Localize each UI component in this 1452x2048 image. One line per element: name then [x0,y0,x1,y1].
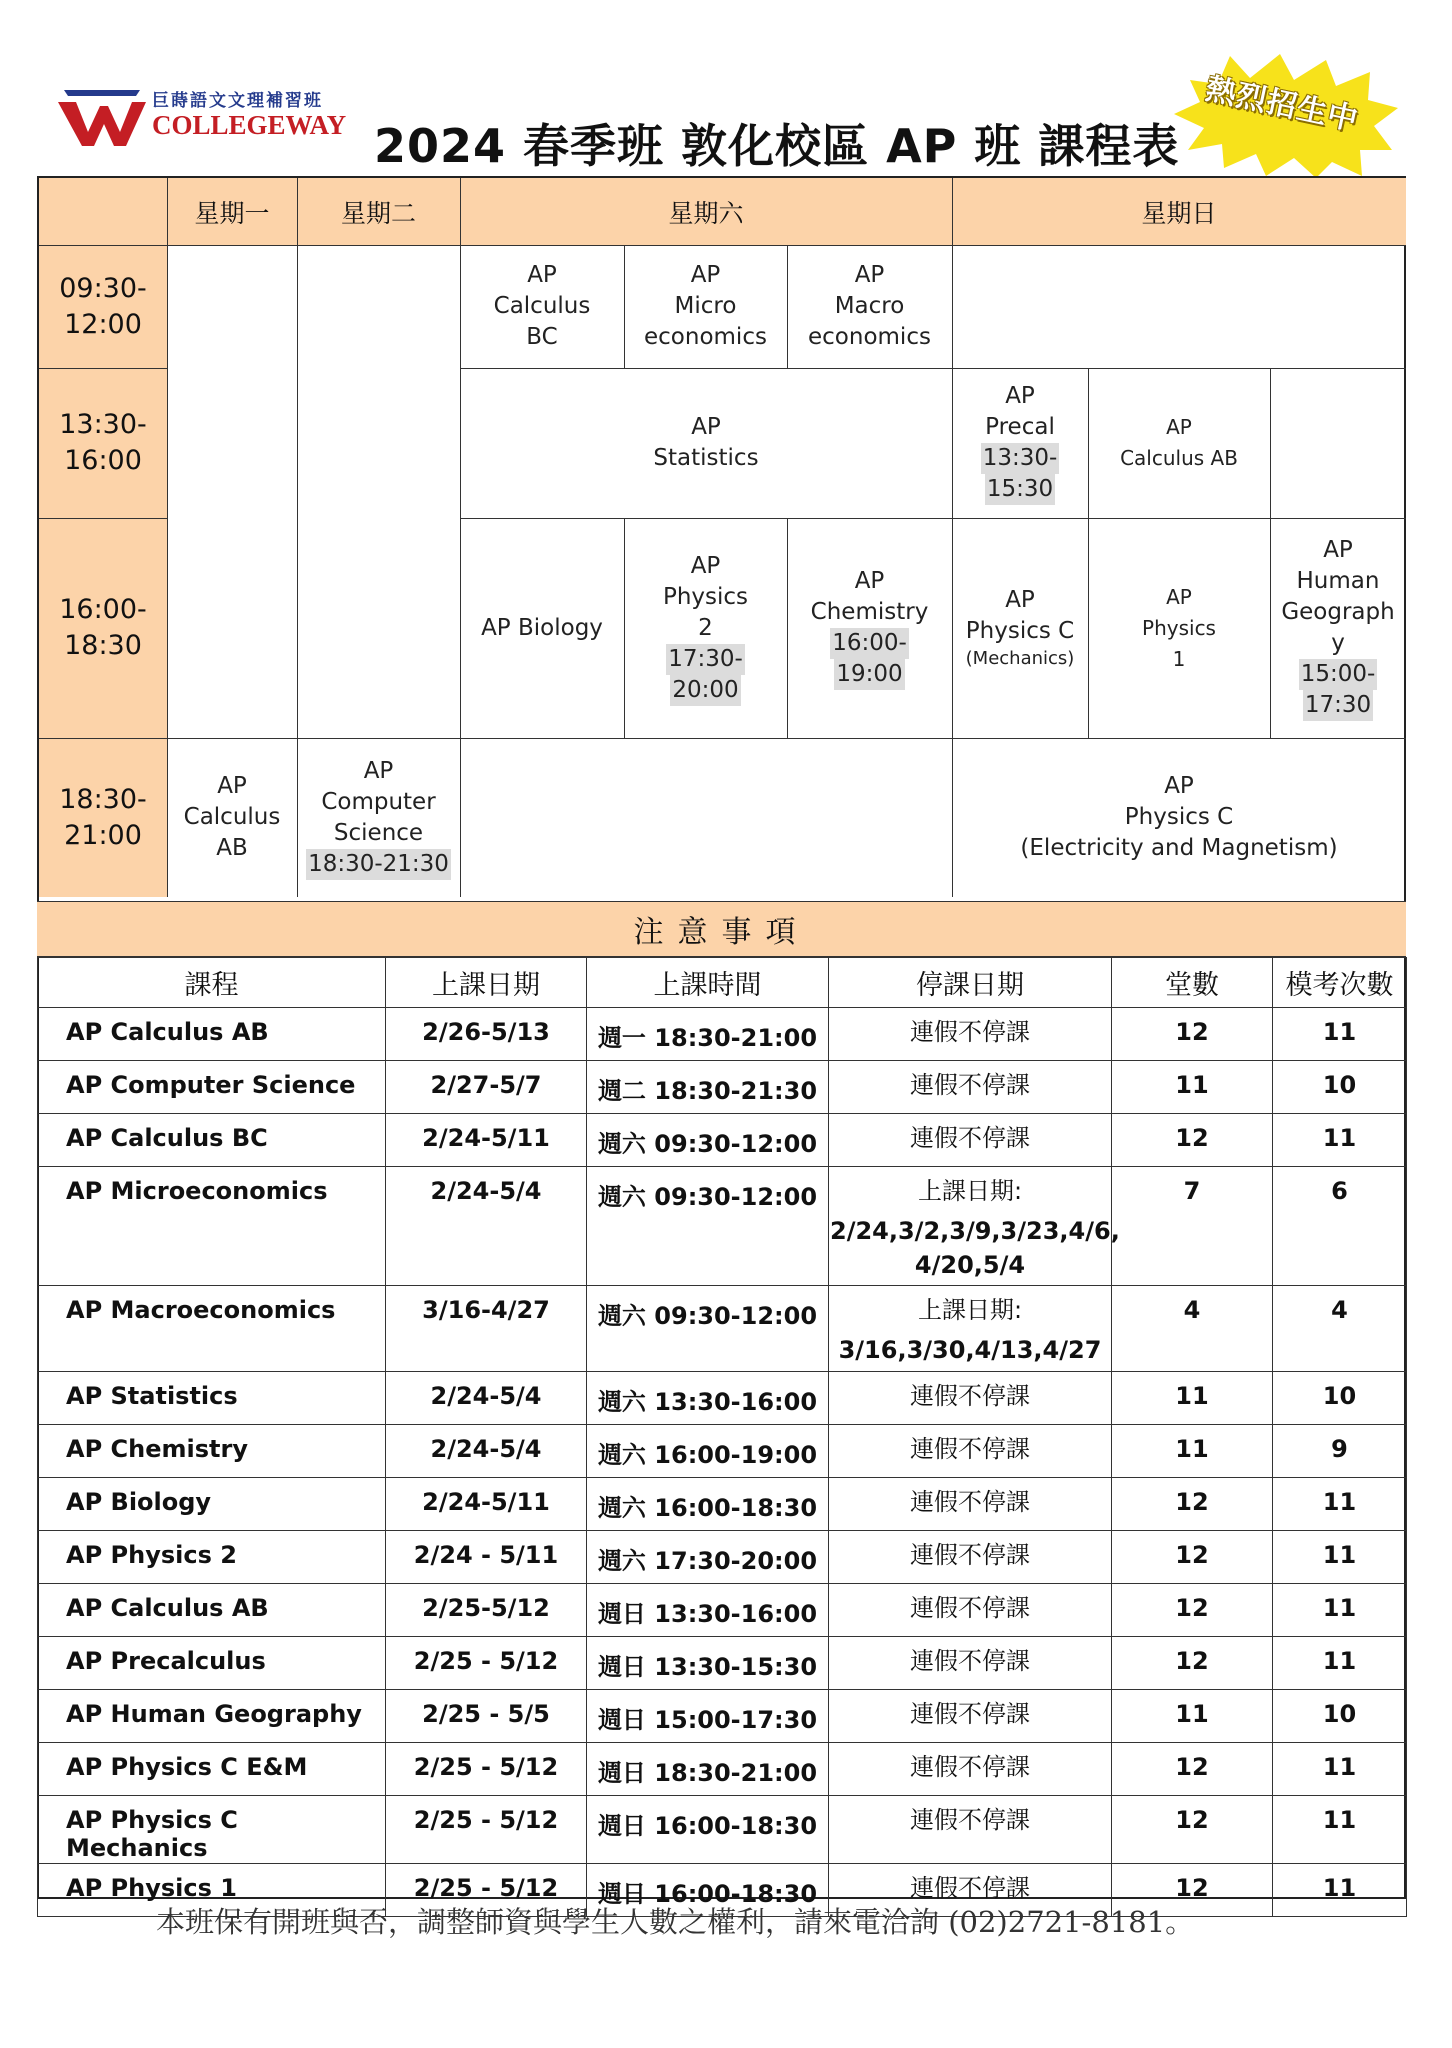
course-sat-physics-2: AP Physics 2 17:30- 20:00 [624,518,787,738]
table-row: AP Calculus AB 2/26-5/13 週一 18:30-21:00 連假不停課 12 11 [38,1008,1407,1061]
class-dates-list: 上課日期: 2/24,3/2,3/9,3/23,4/6, 4/20,5/4 [829,1167,1112,1286]
time-slot-3: 16:00- 18:30 [39,518,167,738]
time-slot-4: 18:30- 21:00 [39,738,167,897]
page-title: 2024 春季班 敦化校區 AP 班 課程表 [374,119,1180,173]
table-row: AP Calculus BC 2/24-5/11 週六 09:30-12:00 連假不停課 12 11 [38,1114,1407,1167]
company-logo [56,84,376,154]
table-row: AP Physics C Mechanics 2/25 - 5/12 週日 16:00-18:30 連假不停課 12 11 [38,1796,1407,1864]
col-header-time: 上課時間 [587,958,829,1008]
class-dates-list: 上課日期: 3/16,3/30,4/13,4/27 [829,1286,1112,1372]
table-row: AP Physics C E&M 2/25 - 5/12 週日 18:30-21:00 連假不停課 12 11 [38,1743,1407,1796]
course-sat-microeconomics: AP Micro economics [644,262,767,350]
course-sat-biology: AP Biology [481,614,603,641]
enrollment-badge-text: 熱烈招生中 [1202,71,1362,139]
table-row: AP Physics 2 2/24 - 5/11 週六 17:30-20:00 連假不停課 12 11 [38,1531,1407,1584]
footer-disclaimer: 本班保有開班與否，調整師資與學生人數之權利，請來電洽詢 (02)2721-8181。 [156,1905,1195,1939]
day-header-tuesday: 星期二 [297,178,460,245]
col-header-course: 課程 [38,958,386,1008]
table-row: AP Microeconomics 2/24-5/4 週六 09:30-12:00 上課日期: 2/24,3/2,3/9,3/23,4/6, 4/20,5/4 7 6 [38,1167,1407,1286]
time-slot-1: 09:30- 12:00 [39,245,167,368]
time-slot-2: 13:30- 16:00 [39,368,167,518]
course-sun-physics-c-em: AP Physics C (Electricity and Magnetism) [1020,773,1338,861]
col-header-mock-exams: 模考次數 [1273,958,1407,1008]
corner-header [39,178,167,245]
col-header-dates: 上課日期 [386,958,587,1008]
table-row: AP Human Geography 2/25 - 5/5 週日 15:00-17:30 連假不停課 11 10 [38,1690,1407,1743]
course-sun-precalculus: AP Precal 13:30- 15:30 [952,368,1088,518]
course-sat-macroeconomics: AP Macro economics [808,262,931,350]
course-sun-physics-c-mechanics: AP Physics C (Mechanics) [965,587,1075,669]
course-details-table [37,957,1407,1917]
table-row: AP Precalculus 2/25 - 5/12 週日 13:30-15:30 連假不停課 12 11 [38,1637,1407,1690]
course-mon-calculus-ab: AP Calculus AB [183,773,281,861]
table-row: AP Biology 2/24-5/11 週六 16:00-18:30 連假不停課 12 11 [38,1478,1407,1531]
table-row: AP Computer Science 2/27-5/7 週二 18:30-21:30 連假不停課 11 10 [38,1061,1407,1114]
course-sat-calculus-bc: AP Calculus BC [493,262,591,350]
day-header-monday: 星期一 [167,178,297,245]
day-header-sunday: 星期日 [952,178,1406,245]
course-sun-human-geography: AP Human Geograph y 15:00- 17:30 [1270,518,1406,738]
table-row: AP Calculus AB 2/25-5/12 週日 13:30-16:00 連假不停課 12 11 [38,1584,1407,1637]
col-header-sessions: 堂數 [1112,958,1273,1008]
course-sun-calculus-ab: AP Calculus AB [1120,415,1238,470]
logo-english-name: COLLEGEWAY [152,110,347,140]
logo-w-icon [56,88,148,148]
day-header-saturday: 星期六 [460,178,952,245]
table-row: AP Statistics 2/24-5/4 週六 13:30-16:00 連假不停課 11 10 [38,1372,1407,1425]
table-row: AP Chemistry 2/24-5/4 週六 16:00-19:00 連假不停課 11 9 [38,1425,1407,1478]
table-row: AP Macroeconomics 3/16-4/27 週六 09:30-12:00 上課日期: 3/16,3/30,4/13,4/27 4 4 [38,1286,1407,1372]
logo-chinese-name: 巨蒔語文文理補習班 [152,91,323,111]
course-tue-computer-science: AP Computer Science 18:30-21:30 [297,738,460,897]
col-header-stop-dates: 停課日期 [829,958,1112,1008]
course-sun-physics-1: AP Physics 1 [1142,584,1216,671]
course-sat-statistics: AP Statistics [653,414,759,471]
table-header-row [38,958,1407,1008]
table-row: AP Physics 1 2/25 - 5/12 週日 16:00-18:30 連假不停課 12 11 [38,1864,1407,1917]
course-sat-chemistry: AP Chemistry 16:00- 19:00 [787,518,952,738]
notice-title: 注意事項 [37,901,1406,957]
